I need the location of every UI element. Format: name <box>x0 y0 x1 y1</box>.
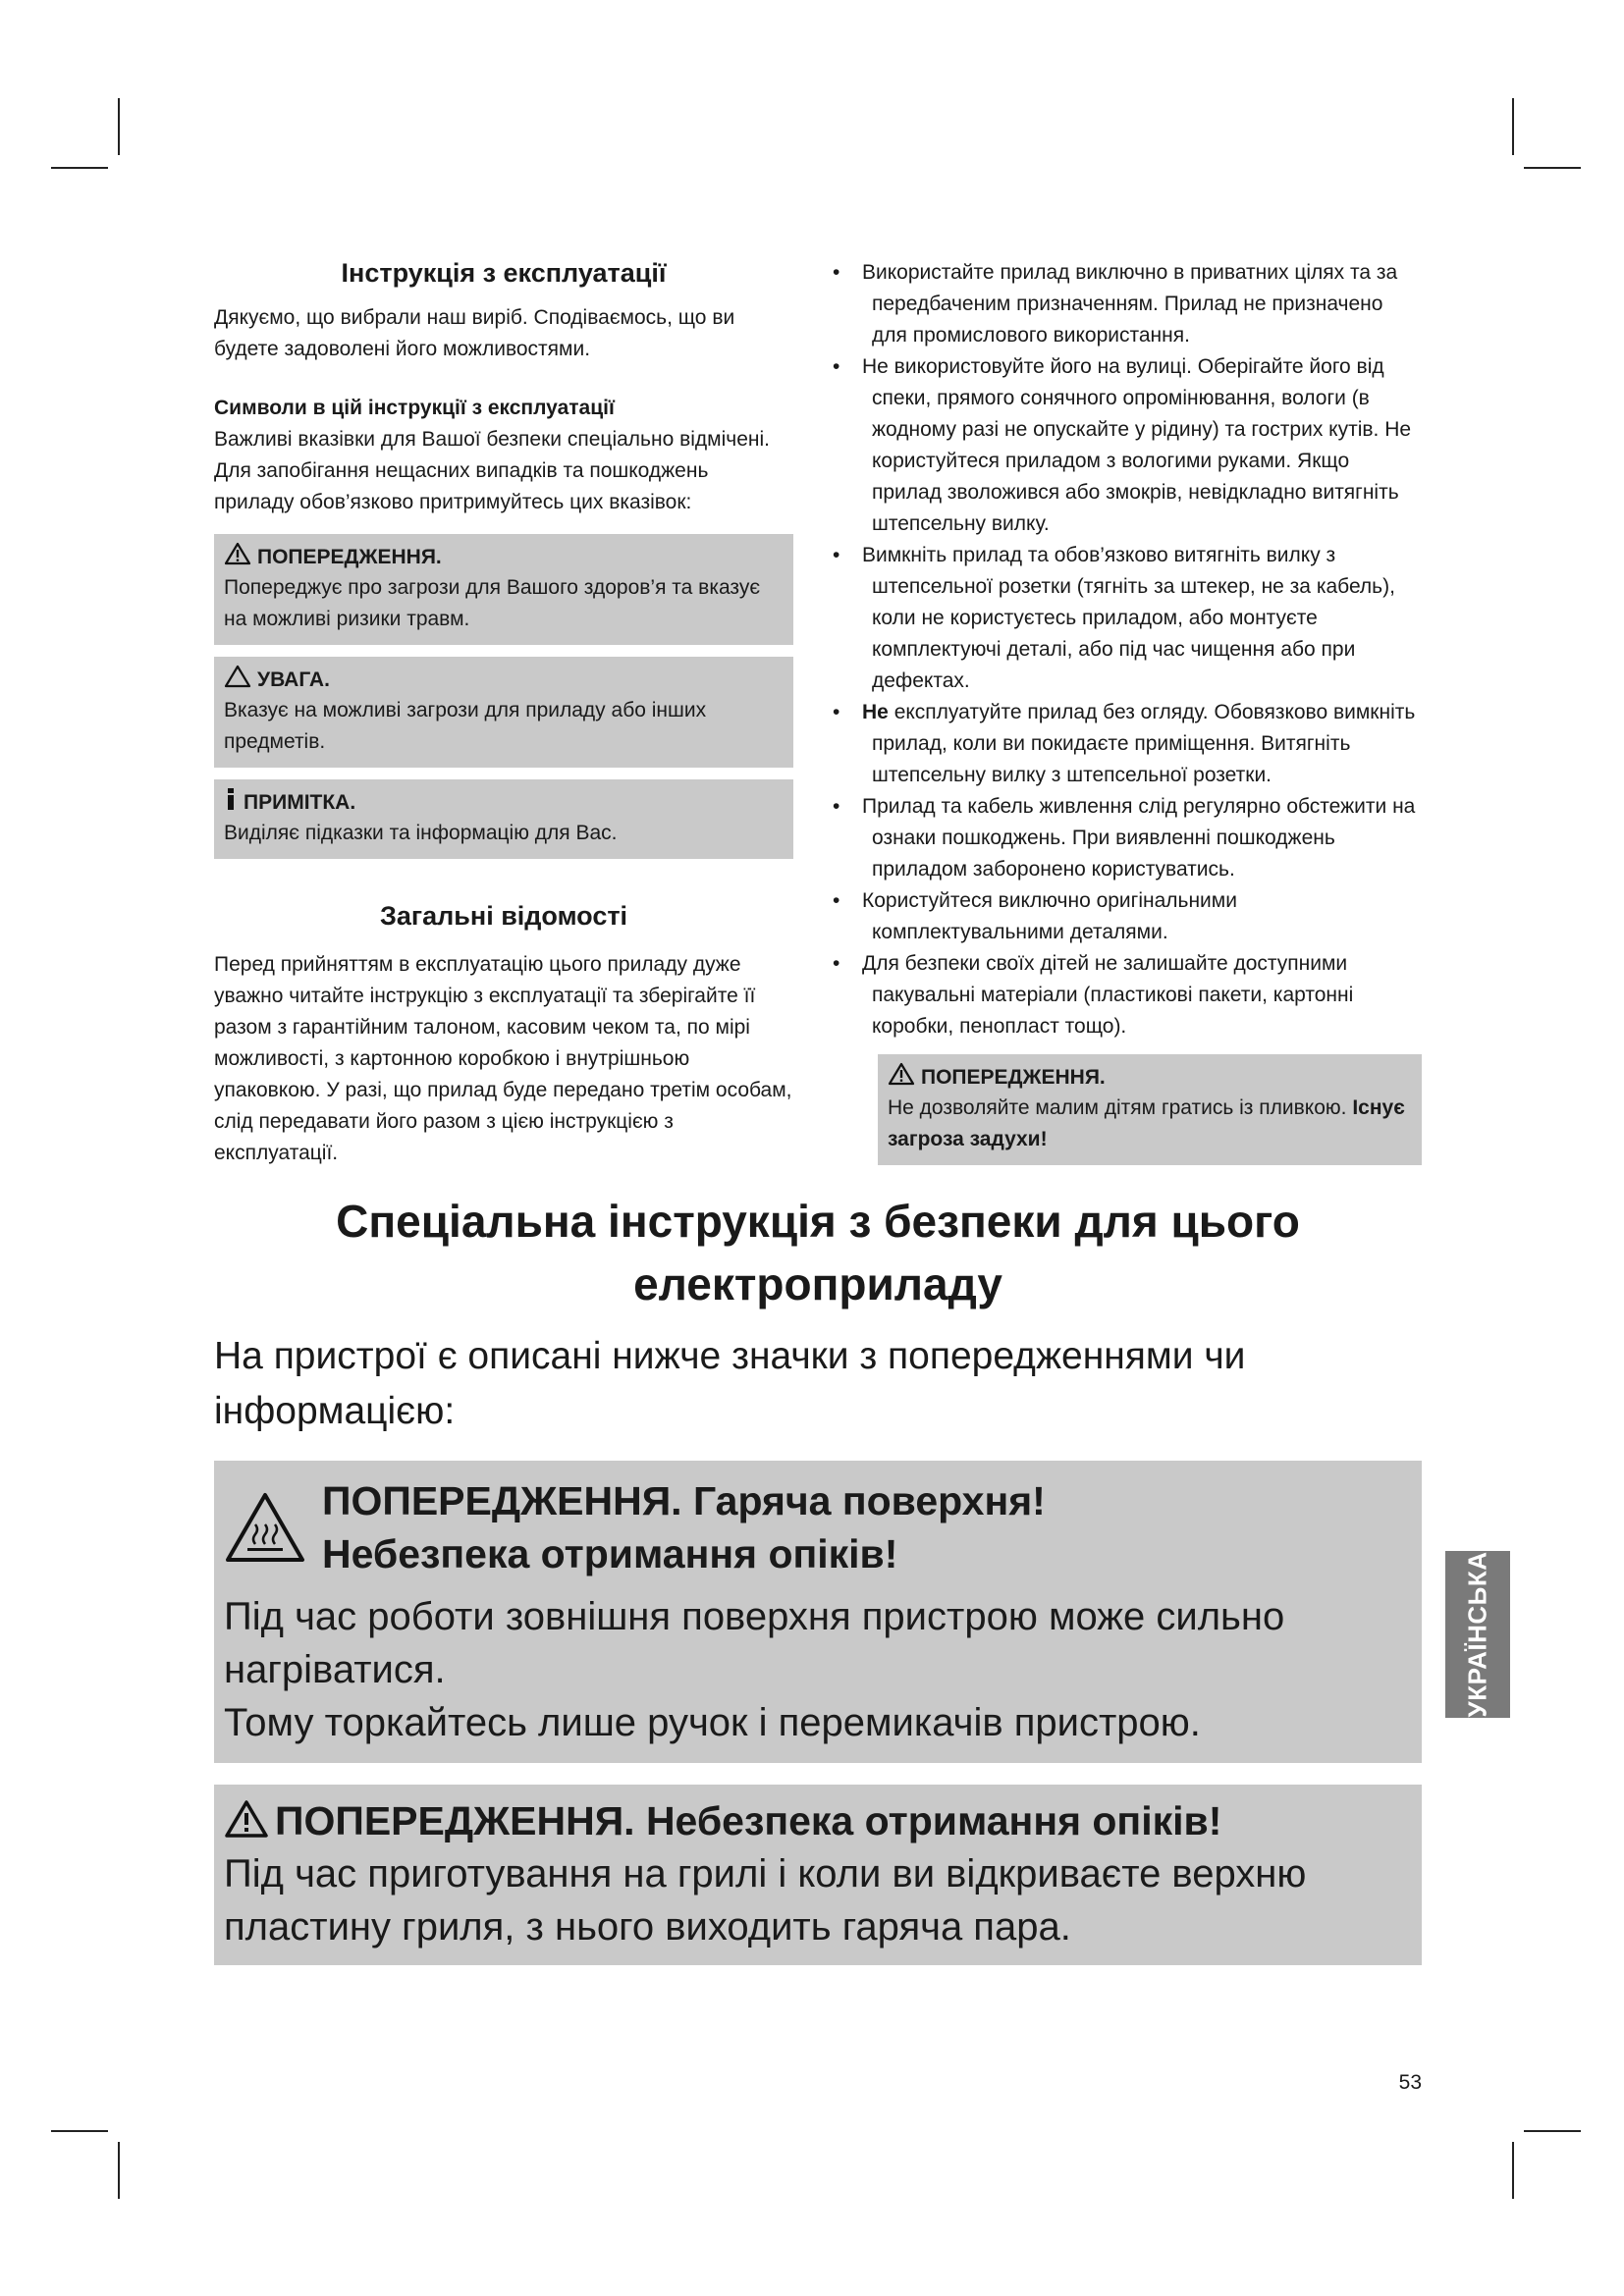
list-item: • Не експлуатуйте прилад без огляду. Обовязково вимкніть прилад, коли ви покидаєте приміщення. Витягніть штепсельну вилку з штепсельної розетки. <box>833 701 1416 786</box>
crop-mark <box>51 2130 108 2132</box>
caution-box <box>214 657 793 768</box>
special-title: Спеціальна інструкція з безпеки для цього електроприладу <box>336 1196 1300 1309</box>
manual-title: Інструкція з експлуатації <box>341 258 667 288</box>
right-column <box>833 257 1422 1165</box>
caution-triangle-icon <box>224 665 251 688</box>
hot-surface-header <box>224 1474 1406 1580</box>
info-icon <box>224 787 238 811</box>
burn-warning-box <box>214 1785 1422 1965</box>
warning-box <box>214 534 793 645</box>
children-warning-title <box>888 1062 1412 1093</box>
crop-mark <box>51 167 108 169</box>
note-text: Виділяє підказки та інформацію для Вас. <box>224 822 618 844</box>
caution-label: УВАГА. <box>257 668 330 691</box>
intro-text: Дякуємо, що вибрали наш виріб. Сподіваємось, що ви будете задоволені його можливостями. <box>214 306 735 360</box>
crop-mark <box>1512 2142 1514 2199</box>
list-item: • Використайте прилад виключно в приватних цілях та за передбаченим призначенням. Прилад не призначено для промислового використання. <box>833 261 1398 347</box>
list-item: • Користуйтеся виключно оригінальними комплектувальними деталями. <box>833 889 1237 943</box>
list-item: • Не використовуйте його на вулиці. Оберігайте його від спеки, прямого сонячного опромінювання, вологи (в жодному разі не опускайте у рідину) та гострих кутів. Не користуйтеся приладом з вологими руками. Якщо прилад зволожився або змокрів, невідкладно витягніть штепсельну вилку. <box>833 355 1412 535</box>
note-label: ПРИМІТКА. <box>244 791 356 814</box>
caution-box-title <box>224 665 784 695</box>
safety-bullets <box>833 257 1422 1042</box>
special-section <box>214 1190 1422 1965</box>
children-warning-text: Не дозволяйте малим дітям гратись із пливкою. Існує загроза задухи! <box>888 1096 1405 1150</box>
general-title: Загальні відомості <box>379 901 628 931</box>
burn-warning-title: ПОПЕРЕДЖЕННЯ. Небезпека отримання опіків! <box>224 1794 1406 1847</box>
general-text: Перед прийняттям в експлуатацію цього приладу дуже уважно читайте інструкцію з експлуатації та зберігайте її разом з гарантійним талоном, касовим чеком та, по мірі можливості, з картонною коробкою і внутрішньою упаковкою. У разі, що прилад буде передано третім особам, слід передавати його разом з цією інструкцією з експлуатації. <box>214 953 792 1164</box>
hot-surface-icon <box>224 1491 306 1564</box>
symbols-text: Важливі вказівки для Вашої безпеки спеціально відмічені. Для запобігання нещасних випадків та пошкоджень приладу обов’язково притримуйтесь цих вказівок: <box>214 428 770 513</box>
caution-text: Вказує на можливі загрози для приладу або інших предметів. <box>224 699 707 753</box>
crop-mark <box>1524 2130 1581 2132</box>
symbols-heading: Символи в цій інструкції з експлуатації <box>214 397 615 419</box>
hot-surface-text-1: Під час роботи зовнішня поверхня пристрою може сильно нагріватися. <box>224 1595 1285 1691</box>
children-warning-box <box>878 1054 1422 1165</box>
warning-triangle-icon <box>224 1799 269 1839</box>
crop-mark <box>1524 167 1581 169</box>
warning-label: ПОПЕРЕДЖЕННЯ. <box>921 1066 1106 1089</box>
note-box-title <box>224 787 784 818</box>
warning-label: ПОПЕРЕДЖЕННЯ. <box>257 546 442 568</box>
hot-surface-box <box>214 1461 1422 1763</box>
crop-mark <box>118 2142 120 2199</box>
warning-box-title <box>224 542 784 572</box>
crop-mark <box>1512 98 1514 155</box>
note-box <box>214 779 793 859</box>
warning-triangle-icon <box>224 542 251 565</box>
crop-mark <box>118 98 120 155</box>
list-item: • Прилад та кабель живлення слід регулярно обстежити на ознаки пошкоджень. При виявленні пошкоджень приладом заборонено користуватись. <box>833 795 1416 881</box>
warning-text: Попереджує про загрози для Вашого здоров’я та вказує на можливі ризики травм. <box>224 576 761 630</box>
hot-surface-title: ПОПЕРЕДЖЕННЯ. Гаряча поверхня! Небезпека отримання опіків! <box>322 1478 1046 1576</box>
warning-triangle-icon <box>888 1062 915 1086</box>
list-item: • Для безпеки своїх дітей не залишайте доступними пакувальні матеріали (пластикові пакети, картонні коробки, пенопласт тощо). <box>833 952 1354 1038</box>
special-intro: На пристрої є описані нижче значки з попередженнями чи інформацією: <box>214 1335 1246 1432</box>
left-column <box>214 253 793 1169</box>
language-tab: УКРАЇНСЬКА <box>1445 1551 1510 1718</box>
page-number: 53 <box>1398 2071 1422 2094</box>
hot-surface-text-2: Тому торкайтесь лише ручок і перемикачів пристрою. <box>224 1701 1201 1744</box>
burn-warning-text: Під час приготування на грилі і коли ви відкриваєте верхню пластину гриля, з нього виходить гаряча пара. <box>224 1852 1307 1949</box>
list-item: • Вимкніть прилад та обов’язково витягніть вилку з штепсельної розетки (тягніть за штекер, не за кабель), коли не користуєтесь приладом, або монтуєте комплектуючі деталі, або під час чищення або при дефектах. <box>833 544 1395 692</box>
